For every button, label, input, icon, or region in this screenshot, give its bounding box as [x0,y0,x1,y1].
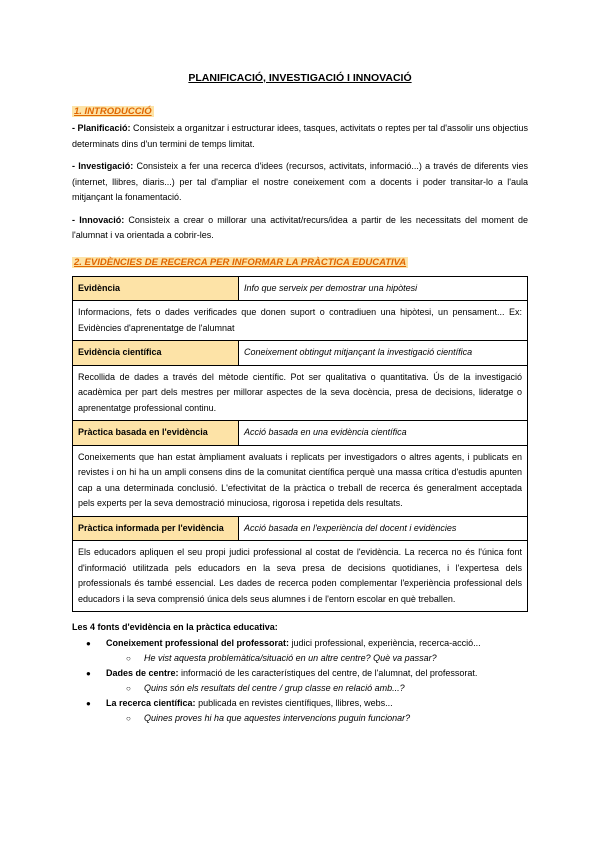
row-detail: Els educadors apliquen el seu propi judici professional al costat de l'evidència. La recerca no és l'única font d'informació utilitzada pels educadors en la seva presa de decisions quotidianes, i l'expertesa dels professionals és també essencial. Les dades de recerca poden complementar l'experiència professional dels educadors i la seva comprensió única dels seus alumnes i de l'entorn escolar en què treballen. [73,541,528,612]
paragraph-planificacio [72,121,528,152]
source-term: Coneixement professional del professorat: [106,638,290,648]
sources-heading: Les 4 fonts d'evidència en la pràctica educativa: [72,622,278,632]
section-evidences [72,251,528,613]
row-summary: Acció basada en una evidència científica [239,421,528,446]
row-label: Pràctica basada en l'evidència [73,421,239,446]
source-text: publicada en revistes científiques, llibres, webs... [195,698,393,708]
table-row [73,276,528,301]
section-sources [72,622,528,726]
table-row [73,541,528,612]
sources-list [72,636,528,726]
sub-list [106,651,528,666]
list-item [106,636,528,666]
section-introduction [72,100,528,244]
table-row [73,301,528,341]
paragraph-investigacio [72,159,528,206]
source-text: informació de les característiques del centre, de l'alumnat, del professorat. [178,668,478,678]
table-row [73,365,528,421]
term-planificacio: - Planificació: [72,123,131,133]
sub-list [106,711,528,726]
row-detail: Recollida de dades a través del mètode científic. Pot ser qualitativa o quantitativa. Ús de la investigació acadèmica per part dels mestres per millorar aspectes de la seva docència, presa de decisions, lideratge o aprenentatge professional continu. [73,365,528,421]
row-summary: Acció basada en l'experiència del docent i evidències [239,516,528,541]
row-summary: Info que serveix per demostrar una hipòtesi [239,276,528,301]
table-row [73,445,528,516]
row-label: Pràctica informada per l'evidència [73,516,239,541]
evidence-table [72,276,528,613]
table-row [73,421,528,446]
term-innovacio: - Innovació: [72,214,125,225]
definition-investigacio: Consisteix a fer una recerca d'idees (recursos, activitats, informació...) a través de diferents vies (internet, llibres, diaris...) per tal d'ampliar el nostre coneixement com a docents i poder transitar-lo a l'aula mitjançant la fonamentació. [72,161,528,202]
sub-list [106,681,528,696]
source-term: La recerca científica: [106,698,196,708]
table-row [73,516,528,541]
document-title: PLANIFICACIÓ, INVESTIGACIÓ I INNOVACIÓ [188,72,412,84]
definition-innovacio: Consisteix a crear o millorar una activitat/recurs/idea a partir de les necessitats del moment de l'alumnat i va orientada a cobrir-les. [72,214,528,240]
sub-list-item: ○ Quines proves hi ha que aquestes intervencions puguin funcionar? [144,711,528,726]
row-detail: Informacions, fets o dades verificades que donen suport o contradiuen una hipòtesi, un pensament... Ex: Evidències d'aprenentatge de l'alumnat [73,301,528,341]
sub-list-item: ○ Quins són els resultats del centre / grup classe en relació amb...? [144,681,528,696]
row-summary: Coneixement obtingut mitjançant la investigació científica [239,341,528,366]
list-item [106,696,528,726]
row-detail: Coneixements que han estat àmpliament avaluats i replicats per investigadors o altres agents, i publicats en revistes i on hi ha un ampli consens dins de la comunitat científica perquè una massa crítica d'estudis apunten cap a una determinada conclusió. L'efectivitat de la pràctica o treball de recerca és generalment acceptada pels experts per la seva demostració minuciosa, rigorosa i repetida dels resultats. [73,445,528,516]
source-term: Dades de centre: [106,668,179,678]
term-investigacio: - Investigació: [72,161,134,171]
table-row [73,341,528,366]
row-label: Evidència [73,276,239,301]
row-label: Evidència científica [73,341,239,366]
sub-list-item: ○ He vist aquesta problemàtica/situació en un altre centre? Què va passar? [144,651,528,666]
list-item [106,666,528,696]
section-heading-introduction: 1. INTRODUCCIÓ [74,106,152,117]
paragraph-innovacio [72,213,528,244]
section-heading-evidences: 2. EVIDÈNCIES DE RECERCA PER INFORMAR LA PRÀCTICA EDUCATIVA [74,256,407,268]
definition-planificacio: Consisteix a organitzar i estructurar idees, tasques, activitats o reptes per tal d'assolir uns objectius determinats dins d'un termini de temps limitat. [72,123,529,149]
source-text: judici professional, experiència, recerca-acció... [289,638,481,648]
